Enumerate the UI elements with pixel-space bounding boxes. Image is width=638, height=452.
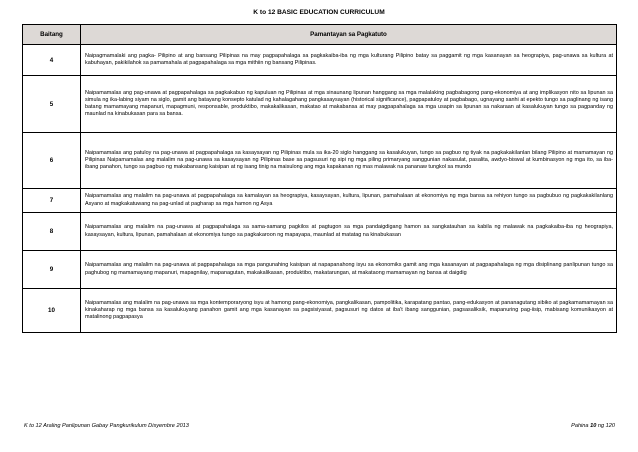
grade-cell: 4: [23, 45, 81, 76]
grade-cell: 9: [23, 251, 81, 289]
table-row: [23, 45, 617, 76]
standard-cell: Naipamamalas ang patuloy na pag-unawa at pagpapahalaga sa kasaysayan ng Pilipinas mula sa ika-20 siglo hanggang sa kasalukuyan, tungo sa pagbuo ng tiyak na pagkakakilanlan bilang Pilipino at mamamayan ng Pilipinas Naipamamalas ang malalim na pag-unawa sa kasaysayan ng Pilipinas base sa pagsusuri ng sipi ng mga piling primaryang sanggunian nakasulat, pasalita, awdyo-biswal at kumbinasyon ng mga ito, sa iba-ibang panahon, tungo sa pagbuo ng makabansang kaisipan at ng isang tinig na maisulong ang mga kapakanan ng mas malawak na pananaw tungkol sa mundo: [81, 133, 617, 189]
curriculum-table: [22, 24, 617, 333]
standard-cell: Naipamamalas ang malalim na pag-unawa at pagpapahalaga sa sama-samang pagkilos at pagtugon sa mga pandaigdigang hamon sa sangkatauhan sa kabila ng malawak na pagkakaiba-iba ng heograpiya, kasaysayan, kultura, lipunan, pamahalaan at ekonomiya tungo sa pagkakaroon ng mapayapa, maunlad at matatag na kinabukasan: [81, 213, 617, 251]
column-header-grade: Baitang: [23, 25, 81, 45]
page-footer: [24, 423, 615, 429]
grade-cell: 10: [23, 289, 81, 333]
footer-document-title: K to 12 Araling Panlipunan Gabay Pangkurikulum Disyembre 2013: [24, 423, 189, 429]
table-row: [23, 289, 617, 333]
footer-page-prefix: Pahina: [571, 423, 589, 429]
table-row: [23, 133, 617, 189]
grade-cell: 8: [23, 213, 81, 251]
table-row: [23, 213, 617, 251]
standard-cell: Naipamamalas ang malalim na pag-unawa at pagpapahalaga sa kamalayan sa heograpiya, kasaysayan, kultura, lipunan, pamahalaan at ekonomiya ng mga bansa sa rehiyon tungo sa pagbubuo ng pagkakakilanlang Asyano at magkakatuwang na pag-unlad at pagharap sa mga hamon ng Asya: [81, 189, 617, 213]
standard-cell: Naipamamalas ang malalim na pag-unawa sa mga kontemporaryong isyu at hamong pang-ekonomiya, pangkalikasan, pampolitika, karapatang pantao, pang-edukasyon at pananagutang sibiko at pagkamamamayan sa kinakaharap ng mga bansa sa kasalukuyang panahon gamit ang mga kasanayan sa pagsisiyasat, pagsusuri ng datos at iba't ibang sanggunian, pagsasaliksik, mapanuring pag-iisip, mabisang komunikasyon at matalinong pagpapasya: [81, 289, 617, 333]
standard-cell: Naipamamalas ang malalim na pag-unawa at pagpapahalaga sa mga pangunahing kaisipan at napapanahong isyu sa ekonomiks gamit ang mga kasanayan at pagpapahalaga ng mga disiplinang panlipunan tungo sa paghubog ng mamamayang mapanuri, mapagnilay, mapanagutan, makakalikasan, produktibo, makatarungan, at makataong mamamayan ng bansa at daigdig: [81, 251, 617, 289]
standard-cell: Naipamamalas ang pag-unawa at pagpapahalaga sa pagkakabuo ng kapuluan ng Pilipinas at mga sinaunang lipunan hanggang sa mga malalaking pagbabagong pang-ekonomiya at ang implikasyon nito sa lipunan sa simula ng ika-labing siyam na siglo, gamit ang batayang konsepto katulad ng kahalagahang pangkasaysayan (historical significance), pagpapatuloy at pagbabago, ugnayang sanhi at epekto tungo sa paglinang ng isang batang mamamayang mapanuri, mapagmuni, responsable, produktibo, makakalikasan, makatao at makabansa at may pagpapahalaga sa mga usapin sa lipunan sa nakaraan at kasalukuyan tungo sa pagpanday ng maunlad na kinabukasan para sa bansa.: [81, 76, 617, 133]
column-header-standard: Pamantayan sa Pagkatuto: [81, 25, 617, 45]
grade-cell: 5: [23, 76, 81, 133]
standard-cell: Naipagmamalaki ang pagka- Pilipino at ang bansang Pilipinas na may pagpapahalaga sa pagkakaiba-iba ng mga kulturang Pilipino batay sa paggamit ng mga kasanayan sa heograpiya, pag-unawa sa kultura at kabuhayan, pakikilahok sa pamamahala at pagpapahalaga sa mga mithiin ng bansang Pilipinas.: [81, 45, 617, 76]
footer-page-suffix: ng 120: [597, 423, 615, 429]
table-row: [23, 251, 617, 289]
footer-page-info: [571, 423, 615, 429]
document-header: K to 12 BASIC EDUCATION CURRICULUM: [253, 9, 385, 16]
grade-cell: 7: [23, 189, 81, 213]
grade-cell: 6: [23, 133, 81, 189]
table-header-row: [23, 25, 617, 45]
footer-page-number: 10: [590, 423, 597, 429]
table-row: [23, 76, 617, 133]
table-row: [23, 189, 617, 213]
